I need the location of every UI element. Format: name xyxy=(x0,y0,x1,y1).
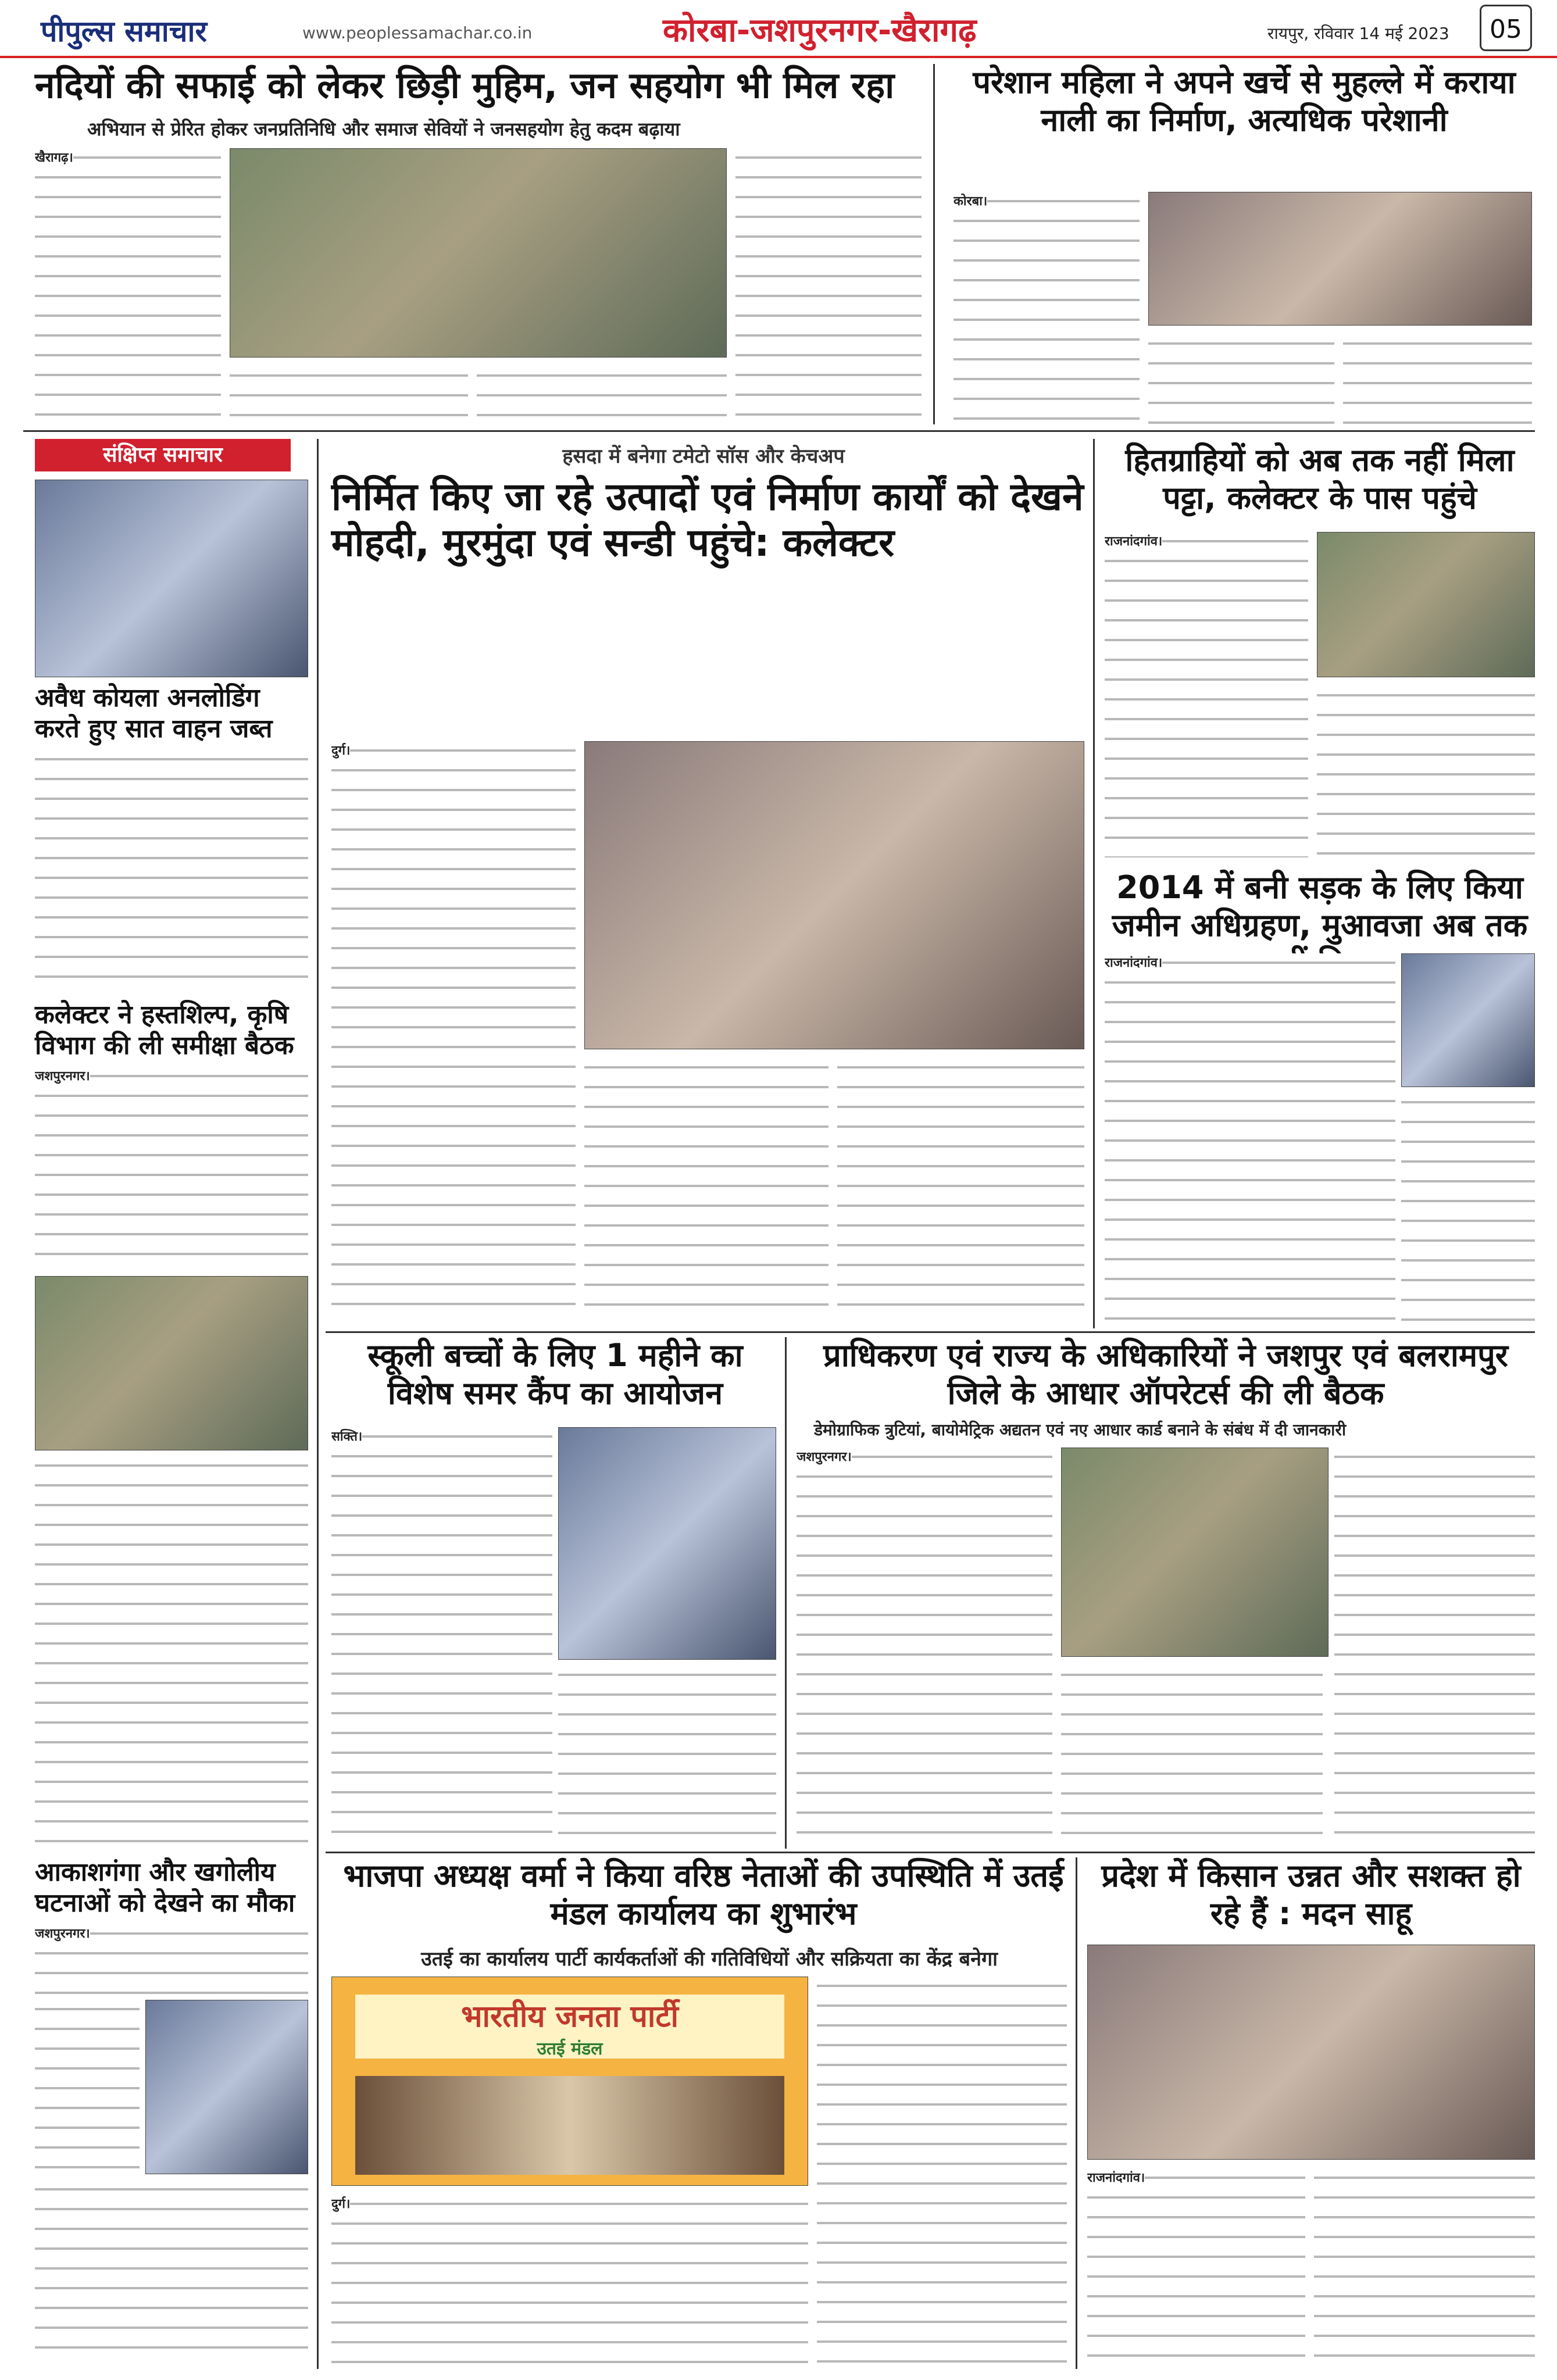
road-body xyxy=(1105,953,1395,1325)
telescope-photo xyxy=(145,2000,308,2174)
rivers-subhead: अभियान से प्रेरित होकर जनप्रतिनिधि और समाज सेवियों ने जनसहयोग हेतु कदम बढ़ाया xyxy=(87,118,680,140)
rivers-headline: नदियों की सफाई को लेकर छिड़ी मुहिम, जन सहयोग भी मिल रहा xyxy=(35,64,895,106)
drain-body-col1 xyxy=(954,192,1140,424)
lease-body-col1 xyxy=(1105,532,1308,857)
bjp-photo xyxy=(331,1977,808,2186)
tomato-headline: निर्मित किए जा रहे उत्पादों एवं निर्माण कार्यों को देखने मोहदी, मुरमुंदा एवं सन्डी पहुंचे: कलेक्टर xyxy=(331,474,1084,566)
aadhaar-body-col3 xyxy=(1334,1448,1535,1846)
tomato-body-col1 xyxy=(331,741,576,1323)
lease-headline: हितग्राहियों को अब तक नहीं मिला पट्टा, कलेक्टर के पास पहुंचे xyxy=(1125,442,1515,516)
road-dateline: राजनांदगांव। xyxy=(1105,956,1163,970)
farmers-dateline: राजनांदगांव। xyxy=(1087,2171,1145,2185)
aadhaar-dateline: जशपुरनगर। xyxy=(797,1450,852,1464)
drain-dateline: कोरबा। xyxy=(954,194,988,209)
summer-camp-body-col2 xyxy=(558,1666,776,1846)
coal-body xyxy=(35,750,308,994)
astronomy-body-side xyxy=(35,2000,140,2174)
bjp-banner-text: भारतीय जनता पार्टी xyxy=(461,1999,678,2034)
astronomy-headline: आकाशगंगा और खगोलीय घटनाओं को देखने का मौका xyxy=(35,1857,295,1918)
tomato-photo xyxy=(584,741,1084,1049)
horizontal-rule xyxy=(326,1331,1535,1333)
column-divider xyxy=(933,64,935,424)
rivers-body-col2 xyxy=(230,366,468,421)
lease-body-col2 xyxy=(1317,686,1535,857)
column-divider xyxy=(317,439,319,2369)
brief-news-label: संक्षिप्त समाचार xyxy=(35,439,291,471)
page-number: 05 xyxy=(1480,5,1532,51)
drain-photo xyxy=(1148,192,1532,326)
aadhaar-photo xyxy=(1061,1448,1329,1657)
tomato-body-col2 xyxy=(584,1058,829,1323)
lease-photo xyxy=(1317,532,1535,677)
tomato-dateline: दुर्ग। xyxy=(331,744,351,758)
column-divider xyxy=(1076,1857,1077,2369)
astronomy-dateline: जशपुरनगर। xyxy=(35,1927,90,1941)
summer-camp-dateline: सक्ति। xyxy=(331,1430,363,1444)
rivers-body-col4 xyxy=(735,148,922,421)
drain-headline: परेशान महिला ने अपने खर्चे से मुहल्ले में कराया नाली का निर्माण, अत्यधिक परेशानी xyxy=(973,64,1516,138)
bjp-body-col2 xyxy=(817,1977,1067,2369)
farmers-headline: प्रदेश में किसान उन्नत और सशक्त हो रहे हैं : मदन साहू xyxy=(1101,1857,1521,1932)
tomato-body-col3 xyxy=(837,1058,1084,1323)
drain-body-col3 xyxy=(1343,334,1532,424)
column-divider xyxy=(1093,439,1095,1328)
road-photo xyxy=(1401,953,1535,1087)
rivers-dateline: खैरागढ़। xyxy=(35,151,73,165)
horizontal-rule xyxy=(326,1852,1535,1853)
horizontal-rule xyxy=(23,430,1535,432)
bjp-dateline: दुर्ग। xyxy=(331,2197,351,2211)
website-url[interactable]: www.peoplessamachar.co.in xyxy=(302,23,533,42)
column-divider xyxy=(785,1337,787,1849)
aadhaar-subhead: डेमोग्राफिक त्रुटियां, बायोमेट्रिक अद्यतन एवं नए आधार कार्ड बनाने के संबंध में दी जानकारी xyxy=(814,1420,1347,1439)
rivers-body-col1 xyxy=(35,148,221,421)
bjp-subhead: उतई का कार्यालय पार्टी कार्यकर्ताओं की गतिविधियों और सक्रियता का केंद्र बनेगा xyxy=(421,1947,998,1971)
handicraft-dateline: जशपुरनगर। xyxy=(35,1069,90,1084)
road-headline: 2014 में बनी सड़क के लिए किया जमीन अधिग्रहण, मुआवजा अब तक xyxy=(1112,869,1528,944)
newspaper-brand: पीपुल्स समाचार xyxy=(41,15,207,48)
rivers-body-col3 xyxy=(477,366,727,421)
issue-date: रायपुर, रविवार 14 मई 2023 xyxy=(1267,24,1449,43)
handicraft-photo xyxy=(35,1276,308,1450)
rivers-photo xyxy=(230,148,727,358)
bjp-body-col1 xyxy=(331,2195,808,2369)
coal-photo xyxy=(35,480,308,677)
farmers-body-col2 xyxy=(1314,2168,1535,2369)
road-body-side xyxy=(1401,1093,1535,1325)
handicraft-body-cont xyxy=(35,1456,308,1852)
astronomy-body xyxy=(35,1924,308,1994)
summer-camp-body-col1 xyxy=(331,1427,552,1846)
summer-camp-photo xyxy=(558,1427,776,1660)
handicraft-body xyxy=(35,1067,308,1270)
handicraft-headline: कलेक्टर ने हस्तशिल्प, कृषि विभाग की ली समीक्षा बैठक xyxy=(35,1000,294,1060)
coal-headline: अवैध कोयला अनलोडिंग करते हुए सात वाहन जब्त xyxy=(35,683,273,744)
aadhaar-body-col1 xyxy=(797,1448,1052,1846)
section-title: कोरबा-जशपुरनगर-खैरागढ़ xyxy=(663,12,977,49)
farmers-photo xyxy=(1087,1945,1535,2160)
summer-camp-headline: स्कूली बच्चों के लिए 1 महीने का विशेष समर कैंप का आयोजन xyxy=(367,1337,743,1411)
lease-dateline: राजनांदगांव। xyxy=(1105,534,1163,549)
aadhaar-headline: प्राधिकरण एवं राज्य के अधिकारियों ने जशपुर एवं बलरामपुर जिले के आधार ऑपरेटर्स की ली बैठक xyxy=(823,1337,1508,1411)
drain-body-col2 xyxy=(1148,334,1334,424)
aadhaar-body-col2 xyxy=(1061,1666,1323,1846)
astronomy-body-cont xyxy=(35,2180,308,2366)
bjp-banner-sub: उतई मंडल xyxy=(537,2039,603,2059)
tomato-kicker: हसदा में बनेगा टमेटो सॉस और केचअप xyxy=(562,445,845,468)
farmers-body-col1 xyxy=(1087,2168,1305,2369)
bjp-headline: भाजपा अध्यक्ष वर्मा ने किया वरिष्ठ नेताओं की उपस्थिति में उतई मंडल कार्यालय का शुभारंभ xyxy=(343,1857,1064,1932)
